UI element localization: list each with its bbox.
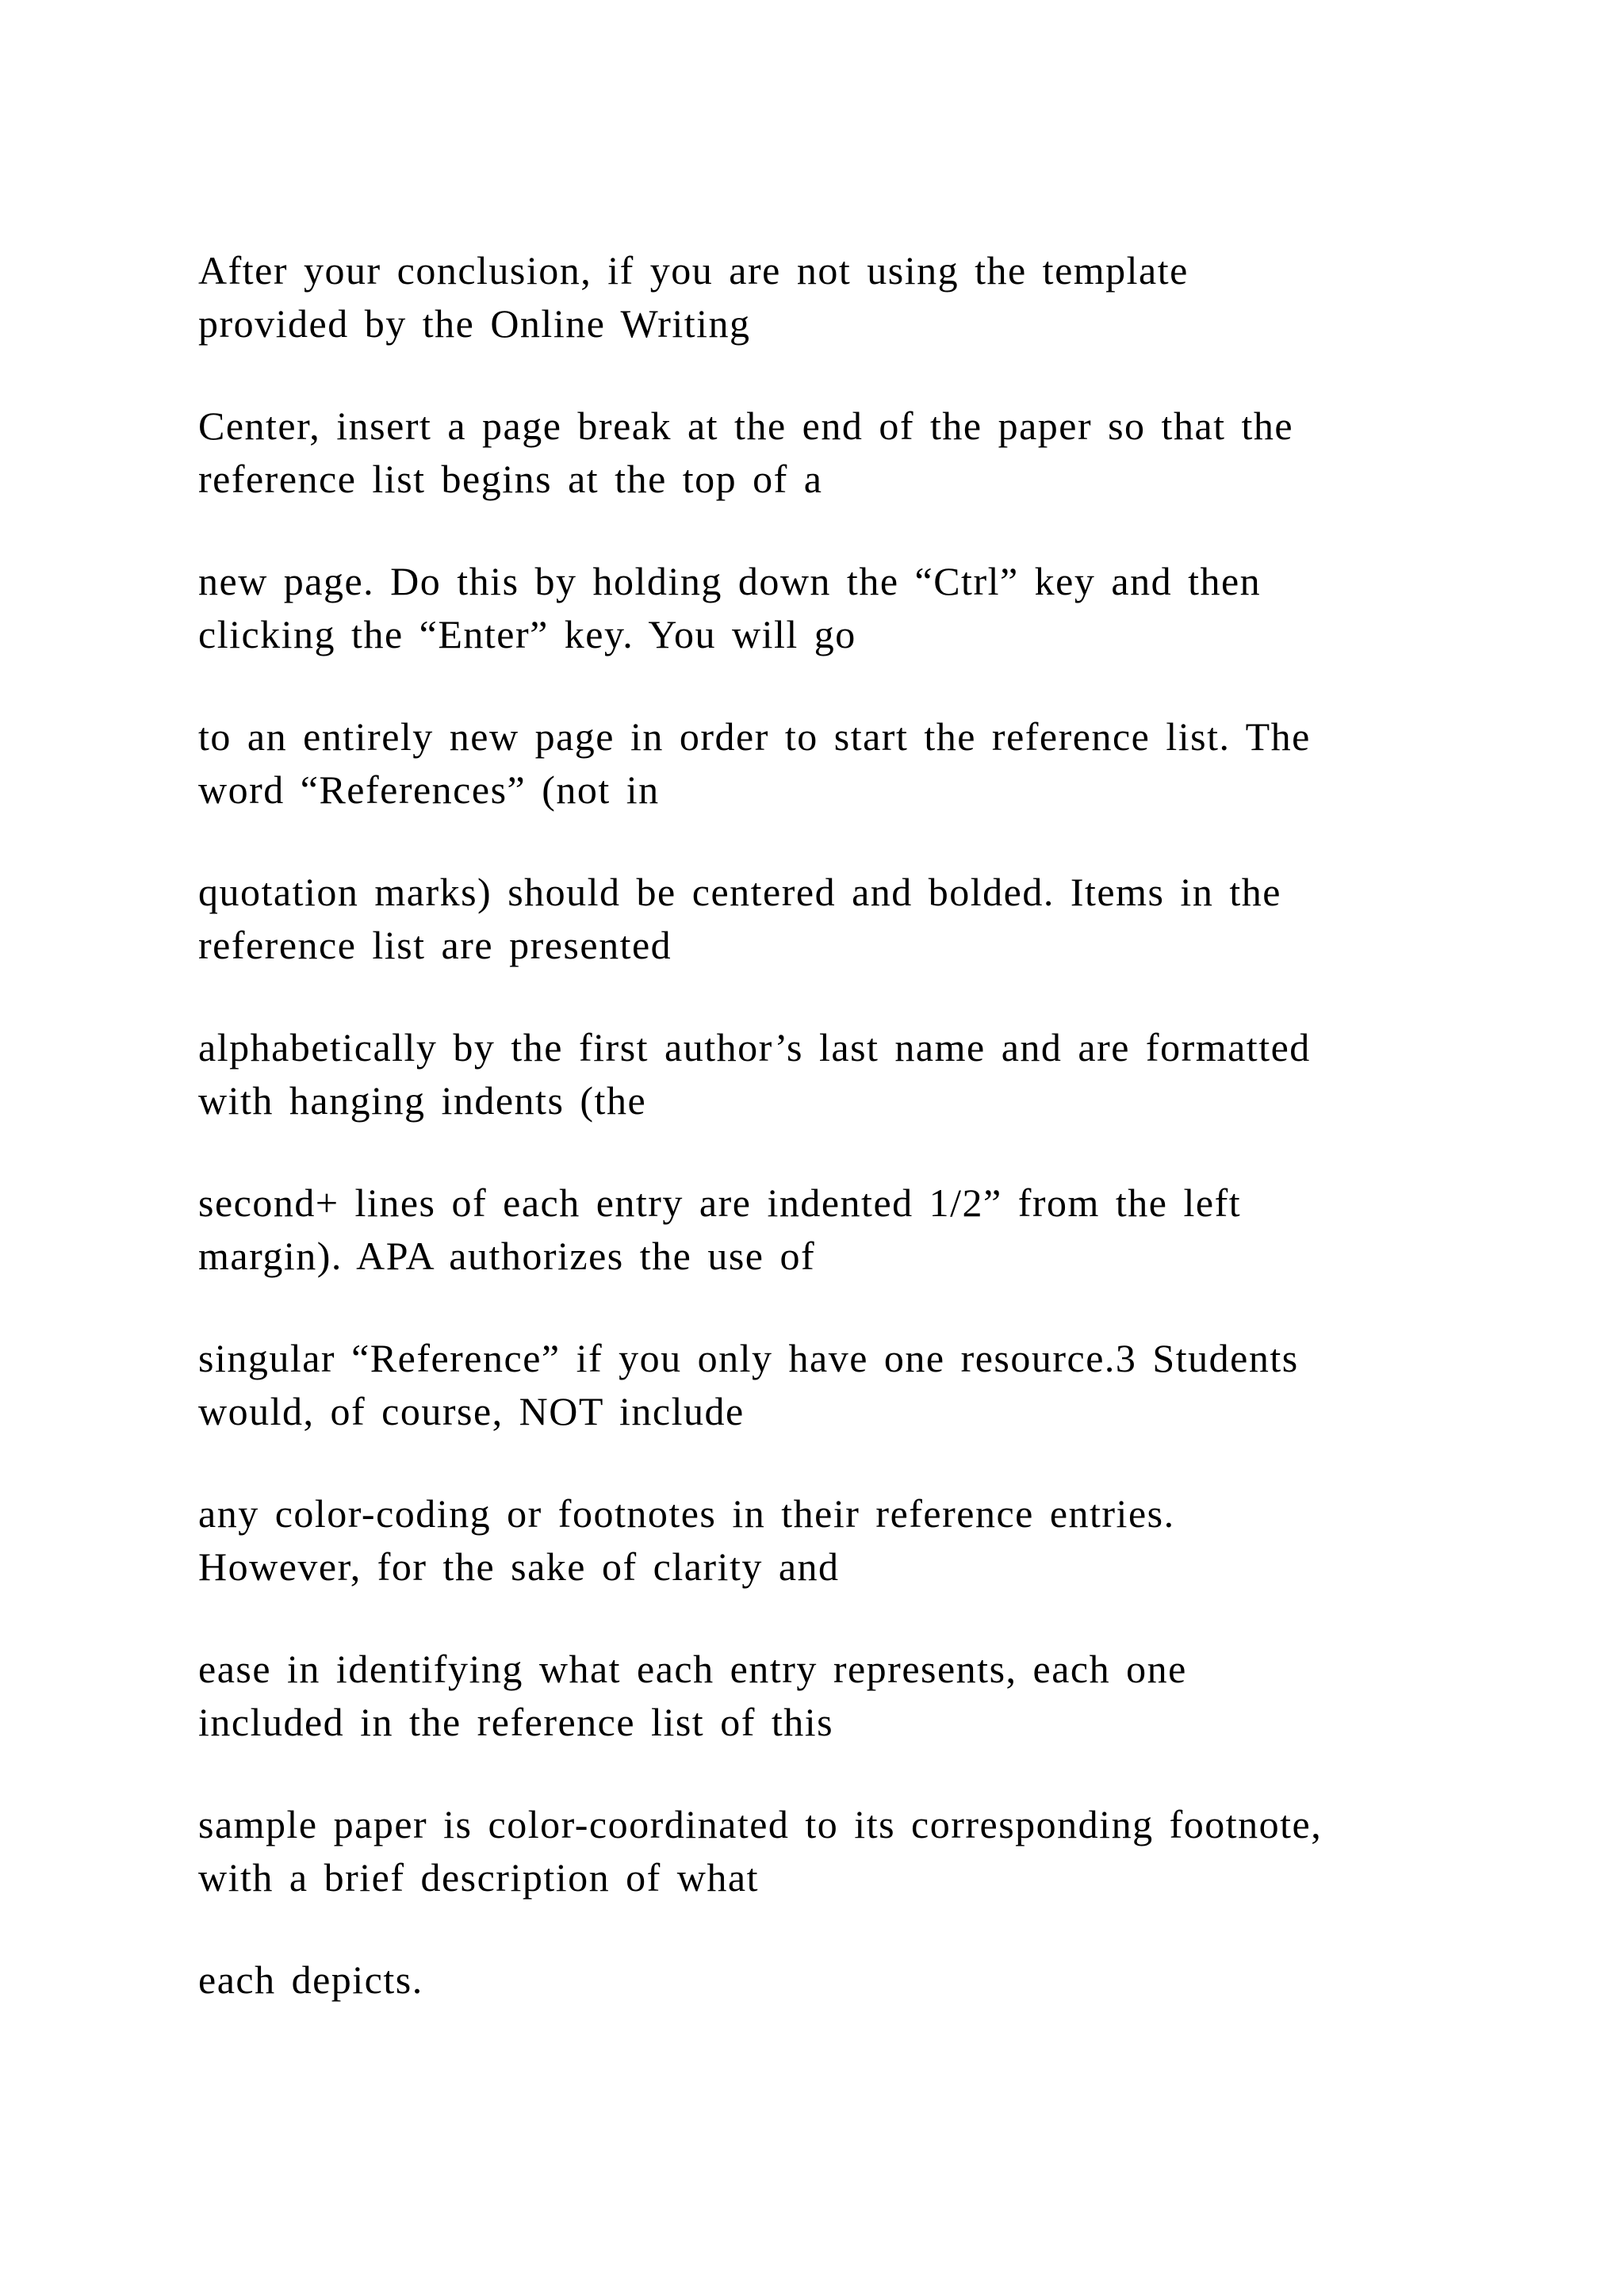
paragraph (198, 1643, 1562, 1749)
text-line: alphabetically by the first author’s last name and are formatted (198, 1025, 1311, 1070)
text-line: Center, insert a page break at the end of the paper so that the (198, 404, 1294, 448)
text-line: to an entirely new page in order to start the reference list. The (198, 714, 1311, 759)
paragraph (198, 1332, 1562, 1438)
text-line: reference list begins at the top of a (198, 457, 823, 501)
paragraph (198, 400, 1562, 506)
text-line: with hanging indents (the (198, 1078, 647, 1123)
paragraph (198, 1954, 1562, 2007)
text-line: any color-coding or footnotes in their reference entries. (198, 1491, 1175, 1536)
text-line: reference list are presented (198, 923, 672, 967)
text-line: with a brief description of what (198, 1855, 759, 1900)
text-line: word “References” (not in (198, 767, 660, 812)
paragraph (198, 555, 1562, 661)
paragraph (198, 1177, 1562, 1283)
paragraph (198, 244, 1562, 350)
text-line: provided by the Online Writing (198, 301, 751, 346)
text-line: However, for the sake of clarity and (198, 1544, 840, 1589)
text-line: new page. Do this by holding down the “Ctrl” key and then (198, 559, 1262, 603)
text-line: ease in identifying what each entry represents, each one (198, 1647, 1187, 1691)
text-line: included in the reference list of this (198, 1700, 834, 1744)
body-text (198, 244, 1562, 2056)
text-line: After your conclusion, if you are not using the template (198, 248, 1189, 293)
paragraph (198, 1798, 1562, 1904)
text-line: singular “Reference” if you only have one resource.3 Students (198, 1336, 1299, 1380)
paragraph (198, 710, 1562, 817)
text-line: sample paper is color-coordinated to its corresponding footnote, (198, 1802, 1323, 1846)
paragraph (198, 1487, 1562, 1594)
text-line: quotation marks) should be centered and bolded. Items in the (198, 870, 1281, 914)
paragraph (198, 1021, 1562, 1127)
text-line: would, of course, NOT include (198, 1389, 745, 1433)
text-line: each depicts. (198, 1957, 423, 2002)
text-line: second+ lines of each entry are indented 1/2” from the left (198, 1181, 1242, 1225)
text-line: clicking the “Enter” key. You will go (198, 612, 856, 656)
paragraph (198, 866, 1562, 972)
text-line: margin). APA authorizes the use of (198, 1234, 816, 1278)
